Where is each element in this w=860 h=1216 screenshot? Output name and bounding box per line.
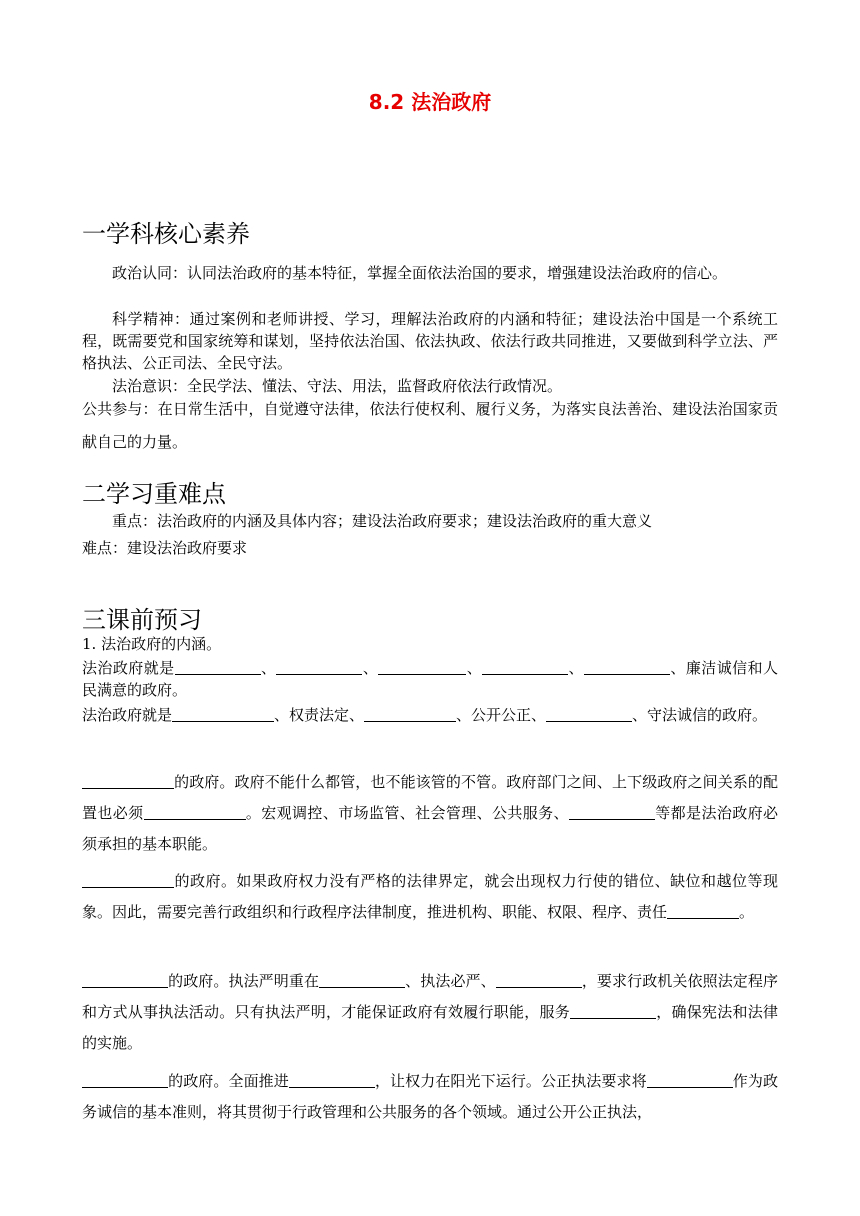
answer-blank[interactable] bbox=[175, 659, 261, 675]
answer-blank[interactable] bbox=[647, 1072, 733, 1088]
paragraph-scientific-spirit: 科学精神：通过案例和老师讲授、学习，理解法治政府的内涵和特征；建设法治中国是一个系统工程，既需要党和国家统筹和谋划，坚持依法治国、依法执政、依法行政共同推进，又要做到科学立法、严格执法、公正司法、全民守法。 bbox=[82, 310, 778, 372]
answer-blank[interactable] bbox=[667, 903, 739, 919]
answer-blank[interactable] bbox=[570, 1003, 656, 1019]
answer-blank[interactable] bbox=[482, 659, 568, 675]
fill-in-line-2: 法治政府就是 、权责法定、 、公开公正、 、守法诚信的政府。 bbox=[82, 706, 768, 724]
paragraph-key-points: 重点：法治政府的内涵及具体内容；建设法治政府要求；建设法治政府的重大意义 bbox=[112, 512, 653, 530]
answer-blank[interactable] bbox=[144, 804, 246, 820]
answer-blank[interactable] bbox=[546, 706, 632, 722]
answer-blank[interactable] bbox=[172, 706, 274, 722]
paragraph-political-identity: 政治认同：认同法治政府的基本特征，掌握全面依法治国的要求，增强建设法治政府的信心。 bbox=[112, 264, 728, 282]
section-heading-key-points: 二学习重难点 bbox=[82, 480, 226, 508]
answer-blank[interactable] bbox=[289, 1072, 375, 1088]
fill-in-paragraph-5: 的政府。执法严明重在 、执法必严、 ，要求行政机关依照法定程序和方式从事执法活动。只有执法严明，才能保证政府有效履行职能，服务 ，确保宪法和法律的实施。 bbox=[82, 972, 778, 1052]
fill-in-paragraph-4: 的政府。如果政府权力没有严格的法律界定，就会出现权力行使的错位、缺位和越位等现象。因此，需要完善行政组织和行政程序法律制度，推进机构、职能、权限、程序、责任 。 bbox=[82, 872, 778, 921]
fill-in-paragraph-3: 的政府。政府不能什么都管，也不能该管的不管。政府部门之间、上下级政府之间关系的配置也必须 。宏观调控、市场监管、社会管理、公共服务、 等都是法治政府必须承担的基本职能。 bbox=[82, 773, 778, 853]
section-heading-core-literacy: 一学科核心素养 bbox=[82, 220, 250, 248]
fill-in-paragraph-6: 的政府。全面推进 ，让权力在阳光下运行。公正执法要求将 作为政务诚信的基本准则，将其贯彻于行政管理和公共服务的各个领域。通过公开公正执法， bbox=[82, 1072, 778, 1121]
answer-blank[interactable] bbox=[82, 1072, 168, 1088]
answer-blank[interactable] bbox=[378, 659, 466, 675]
paragraph-difficult-points: 难点：建设法治政府要求 bbox=[82, 539, 248, 557]
answer-blank[interactable] bbox=[82, 872, 174, 888]
question-1: 1. 法治政府的内涵。 bbox=[82, 635, 222, 653]
answer-blank[interactable] bbox=[364, 706, 456, 722]
answer-blank[interactable] bbox=[569, 804, 655, 820]
answer-blank[interactable] bbox=[82, 773, 174, 789]
paragraph-rule-of-law-awareness: 法治意识：全民学法、懂法、守法、用法，监督政府依法行政情况。 bbox=[112, 377, 563, 395]
answer-blank[interactable] bbox=[276, 659, 362, 675]
section-heading-preview: 三课前预习 bbox=[82, 606, 202, 634]
document-title: 8.2 法治政府 bbox=[368, 90, 492, 114]
answer-blank[interactable] bbox=[319, 972, 405, 988]
answer-blank[interactable] bbox=[496, 972, 582, 988]
fill-in-line-1: 法治政府就是 、 、 、 、 、廉洁诚信和人民满意的政府。 bbox=[82, 659, 778, 699]
paragraph-public-participation: 公共参与：在日常生活中，自觉遵守法律，依法行使权利、履行义务，为落实良法善治、建设法治国家贡献自己的力量。 bbox=[82, 400, 778, 451]
answer-blank[interactable] bbox=[584, 659, 670, 675]
answer-blank[interactable] bbox=[82, 972, 168, 988]
